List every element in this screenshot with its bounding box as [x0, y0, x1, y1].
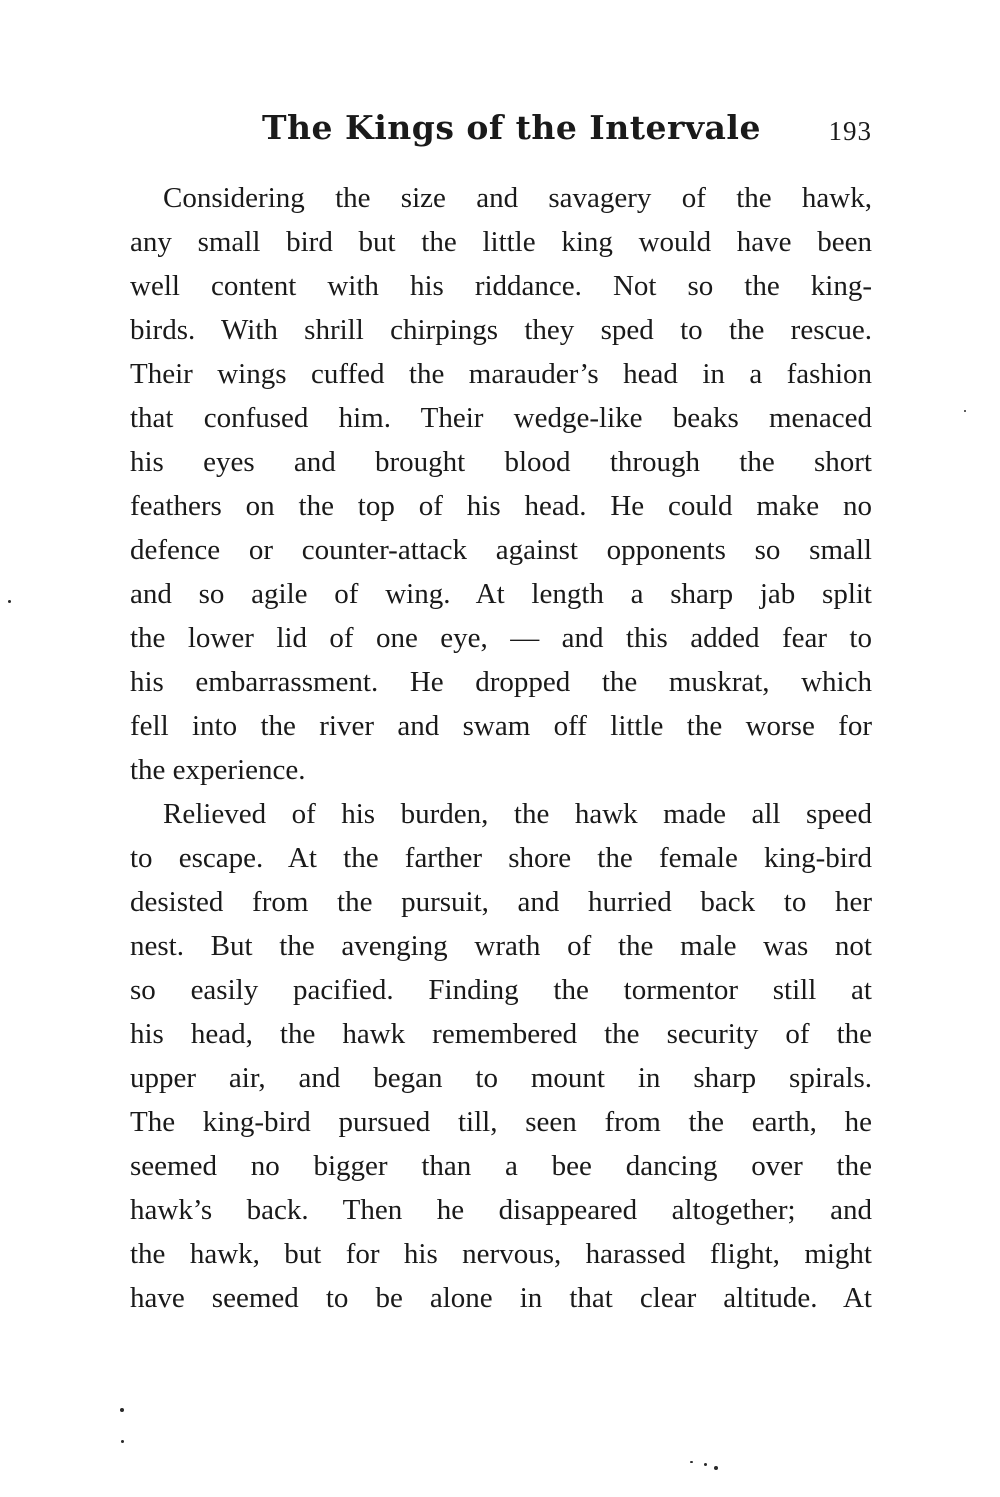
- text-line: nest. But the avenging wrath of the male was not: [130, 930, 872, 962]
- scan-speck: [714, 1466, 718, 1470]
- text-line: upper air, and began to mount in sharp spirals.: [130, 1062, 872, 1094]
- text-line: that confused him. Their wedge-like beaks menaced: [130, 402, 872, 434]
- paragraph-2: [130, 792, 872, 1320]
- text-line: and so agile of wing. At length a sharp jab split: [130, 578, 872, 610]
- page-number: 193: [828, 116, 872, 146]
- scan-speck: [964, 410, 966, 412]
- text-line: Their wings cuffed the marauder’s head in a fashion: [130, 358, 872, 390]
- text-line: the hawk, but for his nervous, harassed flight, might: [130, 1238, 872, 1270]
- running-title: The Kings of the Intervale: [262, 108, 761, 147]
- text-line: to escape. At the farther shore the female king-bird: [130, 842, 872, 874]
- body-text: [130, 176, 872, 1320]
- text-line: feathers on the top of his head. He could make no: [130, 490, 872, 522]
- text-line: his embarrassment. He dropped the muskrat, which: [130, 666, 872, 698]
- text-line: so easily pacified. Finding the tormentor still at: [130, 974, 872, 1006]
- scan-speck: [690, 1461, 693, 1463]
- text-line: the lower lid of one eye, — and this added fear to: [130, 622, 872, 654]
- text-line: The king-bird pursued till, seen from the earth, he: [130, 1106, 872, 1138]
- text-line: birds. With shrill chirpings they sped to the rescue.: [130, 314, 872, 346]
- text-line: fell into the river and swam off little the worse for: [130, 710, 872, 742]
- text-line: Relieved of his burden, the hawk made all speed: [163, 798, 872, 830]
- text-line: his eyes and brought blood through the short: [130, 446, 872, 478]
- scan-speck: [704, 1463, 707, 1466]
- running-head: [130, 108, 872, 158]
- scan-speck: [120, 1408, 124, 1412]
- text-line: defence or counter-attack against opponents so small: [130, 534, 872, 566]
- text-line: have seemed to be alone in that clear altitude. At: [130, 1282, 872, 1314]
- scan-speck: [121, 1440, 124, 1443]
- text-line: desisted from the pursuit, and hurried back to her: [130, 886, 872, 918]
- text-line: hawk’s back. Then he disappeared altogether; and: [130, 1194, 872, 1226]
- text-line: the experience.: [130, 754, 306, 786]
- paragraph-1: [130, 176, 872, 792]
- text-line: Considering the size and savagery of the hawk,: [163, 182, 872, 214]
- text-line: any small bird but the little king would have been: [130, 226, 872, 258]
- scan-speck: [8, 600, 11, 603]
- text-line: his head, the hawk remembered the security of the: [130, 1018, 872, 1050]
- text-line: well content with his riddance. Not so the king-: [130, 270, 872, 302]
- text-line: seemed no bigger than a bee dancing over the: [130, 1150, 872, 1182]
